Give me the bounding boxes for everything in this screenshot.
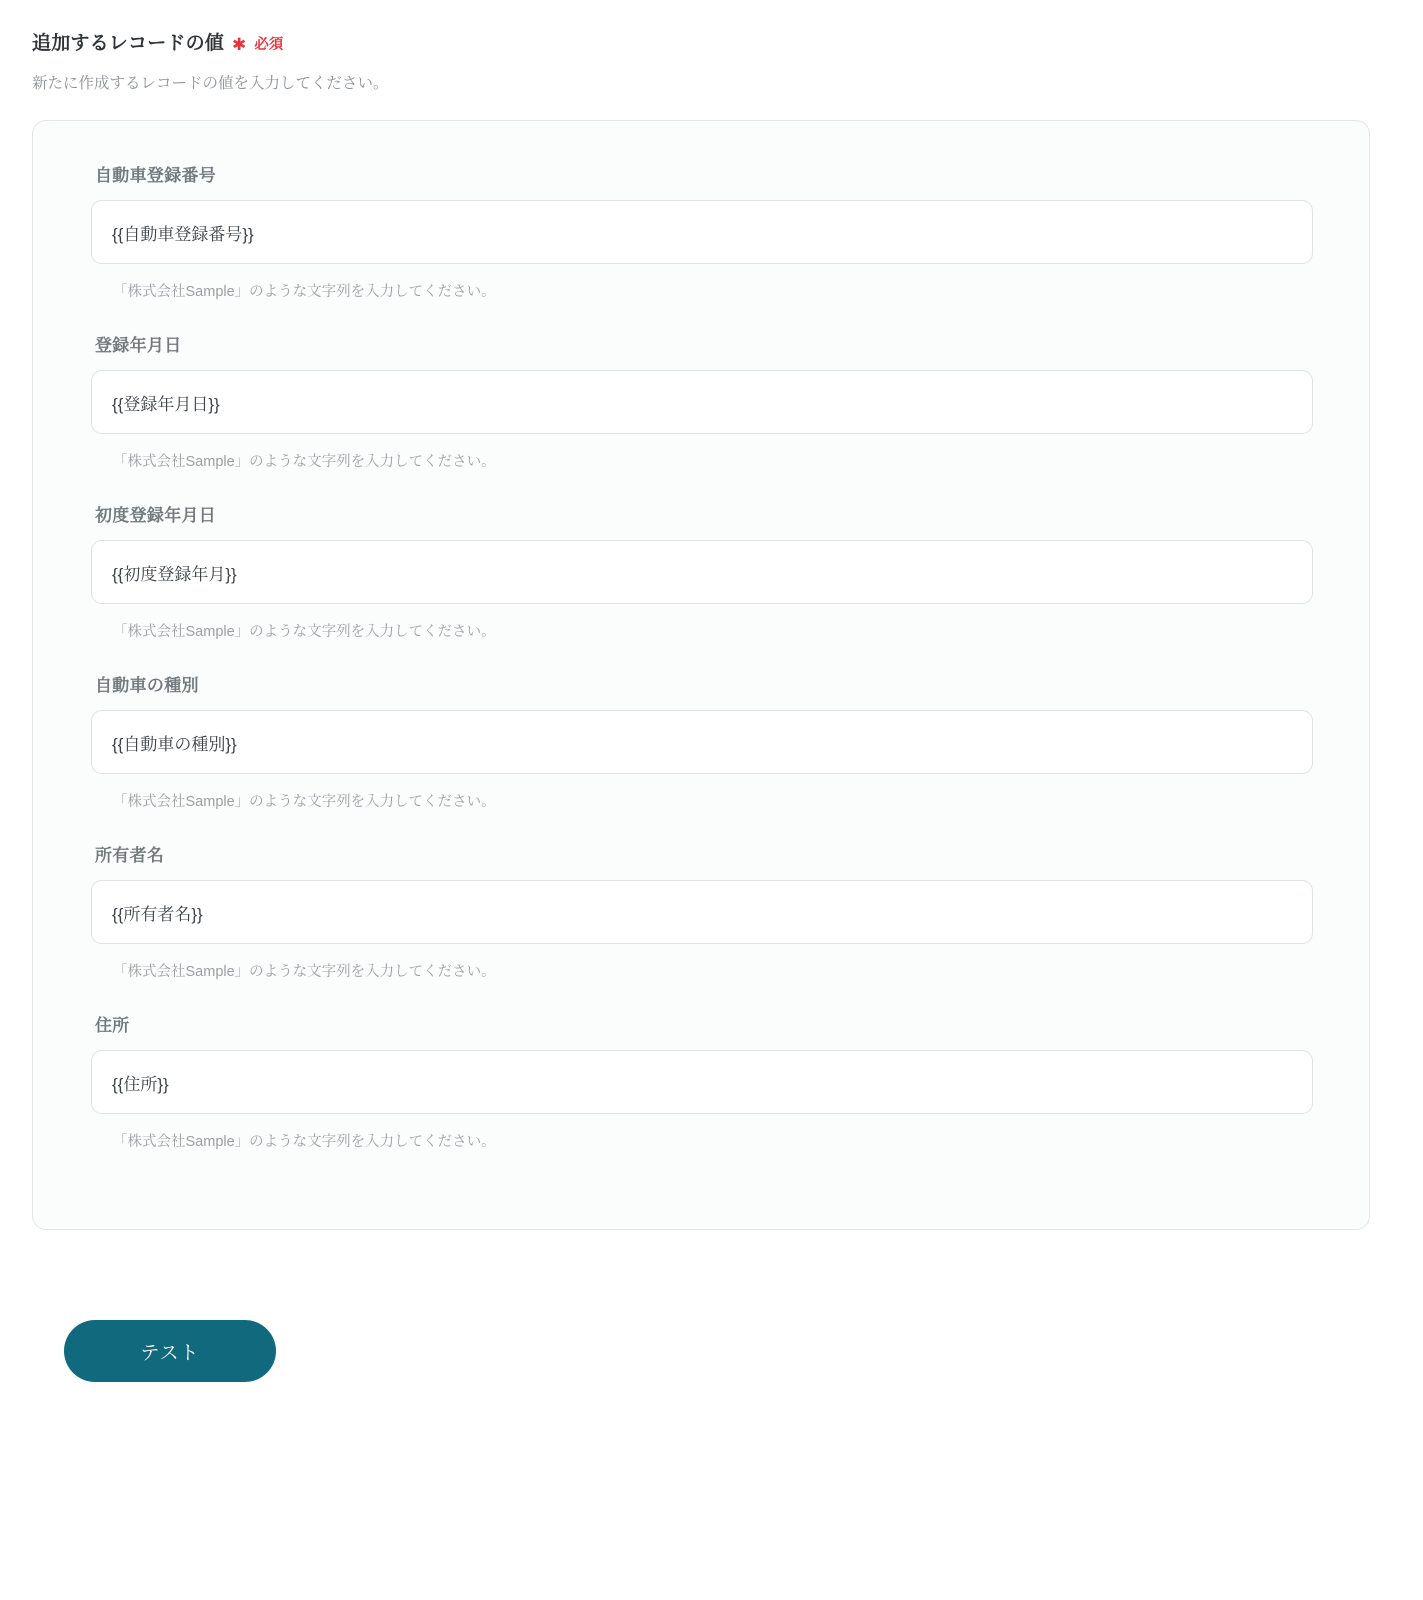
registration-date-input[interactable] [91, 370, 1313, 434]
owner-name-input[interactable] [91, 880, 1313, 944]
test-button[interactable]: テスト [64, 1320, 276, 1382]
field-group-first-registration-date [91, 501, 1311, 641]
vehicle-registration-number-input[interactable] [91, 200, 1313, 264]
field-help-text: 「株式会社Sample」のような文字列を入力してください。 [113, 454, 496, 470]
address-input[interactable] [91, 1050, 1313, 1114]
field-help-text: 「株式会社Sample」のような文字列を入力してください。 [113, 964, 496, 980]
field-label: 自動車の種別 [95, 676, 199, 695]
field-group-vehicle-registration-number [91, 161, 1311, 301]
page-title: 追加するレコードの値 [32, 33, 225, 54]
required-asterisk-icon: ✱ [232, 35, 247, 54]
field-group-owner-name [91, 841, 1311, 981]
field-help-text: 「株式会社Sample」のような文字列を入力してください。 [113, 624, 496, 640]
field-help-text: 「株式会社Sample」のような文字列を入力してください。 [113, 794, 496, 810]
field-help-text: 「株式会社Sample」のような文字列を入力してください。 [113, 284, 496, 300]
field-label: 自動車登録番号 [95, 166, 217, 185]
field-group-address [91, 1011, 1311, 1151]
field-label: 所有者名 [95, 846, 165, 865]
field-help-text: 「株式会社Sample」のような文字列を入力してください。 [113, 1134, 496, 1150]
section-subtitle: 新たに作成するレコードの値を入力してください。 [32, 75, 389, 92]
form-footer [64, 1320, 1393, 1382]
record-fields-card [32, 120, 1370, 1230]
field-group-vehicle-type [91, 671, 1311, 811]
field-group-registration-date [91, 331, 1311, 471]
required-label: 必須 [254, 37, 284, 53]
first-registration-date-input[interactable] [91, 540, 1313, 604]
vehicle-type-input[interactable] [91, 710, 1313, 774]
section-header [32, 28, 1393, 55]
field-label: 登録年月日 [95, 336, 182, 355]
field-label: 初度登録年月日 [95, 506, 217, 525]
field-label: 住所 [95, 1016, 130, 1035]
